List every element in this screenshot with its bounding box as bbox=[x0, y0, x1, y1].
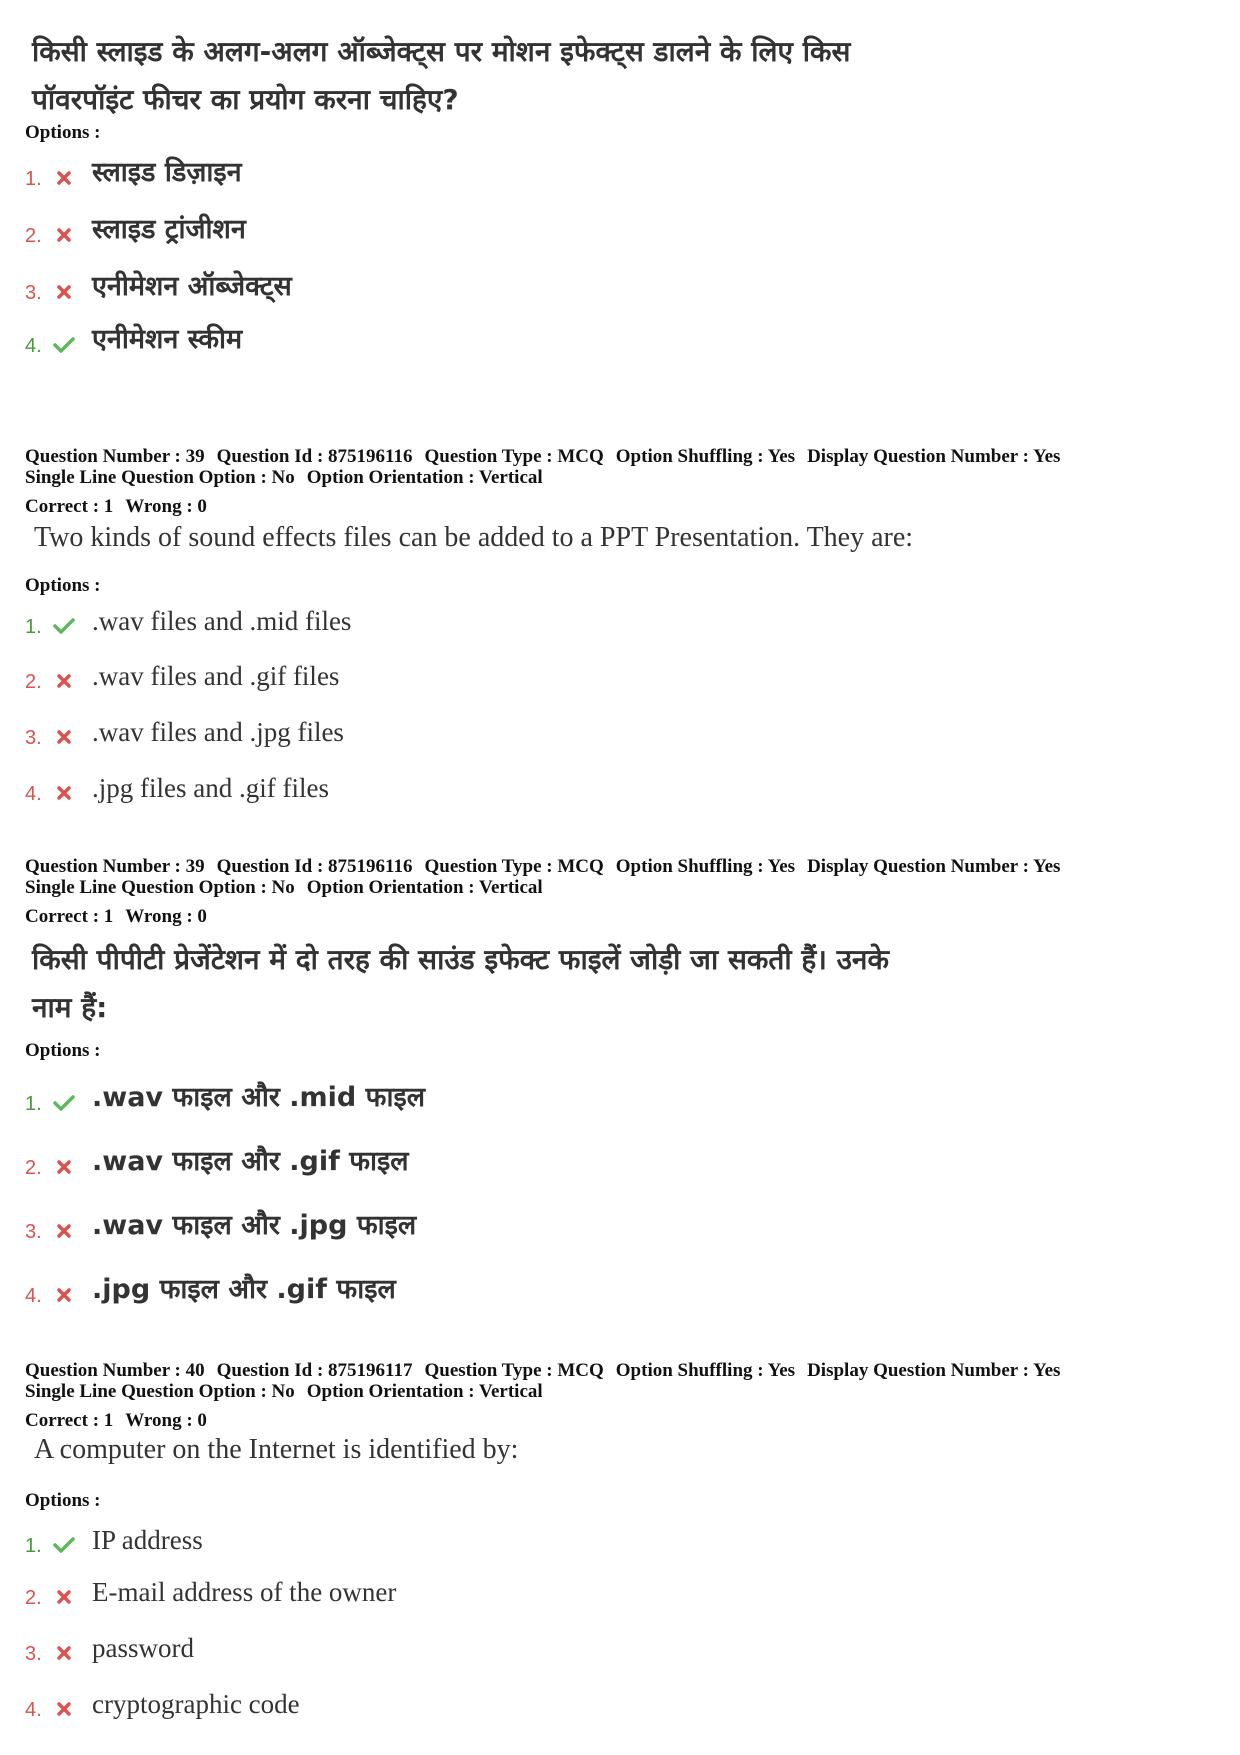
question-text-line: A computer on the Internet is identified by: bbox=[34, 1434, 519, 1465]
option-text: एनीमेशन स्कीम bbox=[92, 324, 243, 355]
single-line-option: Single Line Question Option : No bbox=[25, 1381, 295, 1402]
cross-icon bbox=[53, 1158, 75, 1176]
option-item bbox=[0, 212, 900, 252]
question-text-line: किसी पीपीटी प्रेजेंटेशन में दो तरह की साउंड इफेक्ट फाइलें जोड़ी जा सकती हैं। उनके bbox=[32, 943, 889, 976]
score-meta bbox=[25, 1410, 219, 1431]
option-item bbox=[0, 1208, 900, 1248]
cross-icon bbox=[53, 784, 75, 802]
option-text: .wav फाइल और .gif फाइल bbox=[92, 1146, 409, 1177]
option-item bbox=[0, 714, 900, 754]
option-item bbox=[0, 658, 900, 698]
option-text: .wav files and .jpg files bbox=[92, 717, 344, 747]
option-number: 3. bbox=[25, 1221, 42, 1243]
option-text: cryptographic code bbox=[92, 1689, 300, 1719]
correct-score: Correct : 1 bbox=[25, 1410, 114, 1431]
option-item bbox=[0, 1522, 900, 1562]
option-text: .wav फाइल और .jpg फाइल bbox=[92, 1210, 417, 1241]
option-number: 2. bbox=[25, 1157, 42, 1179]
cross-icon bbox=[53, 283, 75, 301]
question-id: Question Id : 875196116 bbox=[216, 446, 413, 467]
cross-icon bbox=[53, 672, 75, 690]
options-label: Options : bbox=[25, 122, 101, 143]
option-text: .wav files and .gif files bbox=[92, 661, 340, 691]
option-text: एनीमेशन ऑब्जेक्ट्स bbox=[92, 271, 292, 302]
cross-icon bbox=[53, 728, 75, 746]
single-line-option: Single Line Question Option : No bbox=[25, 467, 295, 488]
option-item bbox=[0, 322, 900, 362]
correct-score: Correct : 1 bbox=[25, 496, 114, 517]
option-text: IP address bbox=[92, 1525, 203, 1555]
option-item bbox=[0, 1574, 900, 1614]
option-orientation: Option Orientation : Vertical bbox=[306, 877, 543, 898]
option-shuffling: Option Shuffling : Yes bbox=[615, 1360, 796, 1381]
question-type: Question Type : MCQ bbox=[424, 446, 604, 467]
option-text: स्लाइड डिज़ाइन bbox=[92, 157, 242, 188]
check-icon bbox=[53, 336, 75, 354]
option-number: 1. bbox=[25, 616, 42, 638]
option-number: 2. bbox=[25, 225, 42, 247]
question-text-line: Two kinds of sound effects files can be added to a PPT Presentation. They are: bbox=[34, 522, 914, 553]
question-meta bbox=[25, 1360, 1072, 1402]
cross-icon bbox=[53, 1700, 75, 1718]
score-meta bbox=[25, 906, 219, 927]
option-item bbox=[0, 1630, 900, 1670]
option-item bbox=[0, 1272, 900, 1312]
question-type: Question Type : MCQ bbox=[424, 1360, 604, 1381]
option-item bbox=[0, 770, 900, 810]
question-number: Question Number : 40 bbox=[25, 1360, 205, 1381]
option-item bbox=[0, 155, 900, 195]
option-text: .jpg files and .gif files bbox=[92, 773, 329, 803]
question-meta bbox=[25, 856, 1072, 898]
question-text-line: पॉवरपॉइंट फीचर का प्रयोग करना चाहिए? bbox=[32, 83, 459, 116]
display-question-number: Display Question Number : Yes bbox=[807, 446, 1061, 467]
option-item bbox=[0, 1144, 900, 1184]
question-number: Question Number : 39 bbox=[25, 856, 205, 877]
single-line-option: Single Line Question Option : No bbox=[25, 877, 295, 898]
options-label: Options : bbox=[25, 1490, 101, 1511]
display-question-number: Display Question Number : Yes bbox=[807, 1360, 1061, 1381]
cross-icon bbox=[53, 1588, 75, 1606]
option-number: 1. bbox=[25, 1093, 42, 1115]
cross-icon bbox=[53, 169, 75, 187]
option-item bbox=[0, 1686, 900, 1726]
option-text: password bbox=[92, 1633, 194, 1663]
option-number: 2. bbox=[25, 1587, 42, 1609]
wrong-score: Wrong : 0 bbox=[125, 906, 207, 927]
question-meta bbox=[25, 446, 1072, 488]
cross-icon bbox=[53, 1286, 75, 1304]
option-number: 4. bbox=[25, 1285, 42, 1307]
question-id: Question Id : 875196117 bbox=[216, 1360, 413, 1381]
wrong-score: Wrong : 0 bbox=[125, 496, 207, 517]
question-text-line: नाम हैं: bbox=[32, 991, 108, 1024]
option-text: E-mail address of the owner bbox=[92, 1577, 397, 1607]
question-type: Question Type : MCQ bbox=[424, 856, 604, 877]
option-number: 1. bbox=[25, 168, 42, 190]
check-icon bbox=[53, 1536, 75, 1554]
option-orientation: Option Orientation : Vertical bbox=[306, 467, 543, 488]
correct-score: Correct : 1 bbox=[25, 906, 114, 927]
check-icon bbox=[53, 1094, 75, 1112]
check-icon bbox=[53, 617, 75, 635]
display-question-number: Display Question Number : Yes bbox=[807, 856, 1061, 877]
options-label: Options : bbox=[25, 575, 101, 596]
question-text-line: किसी स्लाइड के अलग-अलग ऑब्जेक्ट्स पर मोशन इफेक्ट्स डालने के लिए किस bbox=[32, 35, 851, 68]
option-text: .jpg फाइल और .gif फाइल bbox=[92, 1274, 396, 1305]
option-number: 4. bbox=[25, 783, 42, 805]
option-text: .wav फाइल और .mid फाइल bbox=[92, 1082, 426, 1113]
option-number: 3. bbox=[25, 282, 42, 304]
wrong-score: Wrong : 0 bbox=[125, 1410, 207, 1431]
option-text: स्लाइड ट्रांजीशन bbox=[92, 214, 246, 245]
option-number: 3. bbox=[25, 727, 42, 749]
option-number: 1. bbox=[25, 1535, 42, 1557]
question-id: Question Id : 875196116 bbox=[216, 856, 413, 877]
cross-icon bbox=[53, 1644, 75, 1662]
option-shuffling: Option Shuffling : Yes bbox=[615, 446, 796, 467]
score-meta bbox=[25, 496, 219, 517]
option-orientation: Option Orientation : Vertical bbox=[306, 1381, 543, 1402]
cross-icon bbox=[53, 226, 75, 244]
question-number: Question Number : 39 bbox=[25, 446, 205, 467]
option-item bbox=[0, 1080, 900, 1120]
cross-icon bbox=[53, 1222, 75, 1240]
options-label: Options : bbox=[25, 1040, 101, 1061]
option-number: 2. bbox=[25, 671, 42, 693]
option-number: 4. bbox=[25, 335, 42, 357]
option-text: .wav files and .mid files bbox=[92, 606, 352, 636]
option-item bbox=[0, 603, 900, 643]
option-number: 3. bbox=[25, 1643, 42, 1665]
option-number: 4. bbox=[25, 1699, 42, 1721]
option-shuffling: Option Shuffling : Yes bbox=[615, 856, 796, 877]
option-item bbox=[0, 269, 900, 309]
